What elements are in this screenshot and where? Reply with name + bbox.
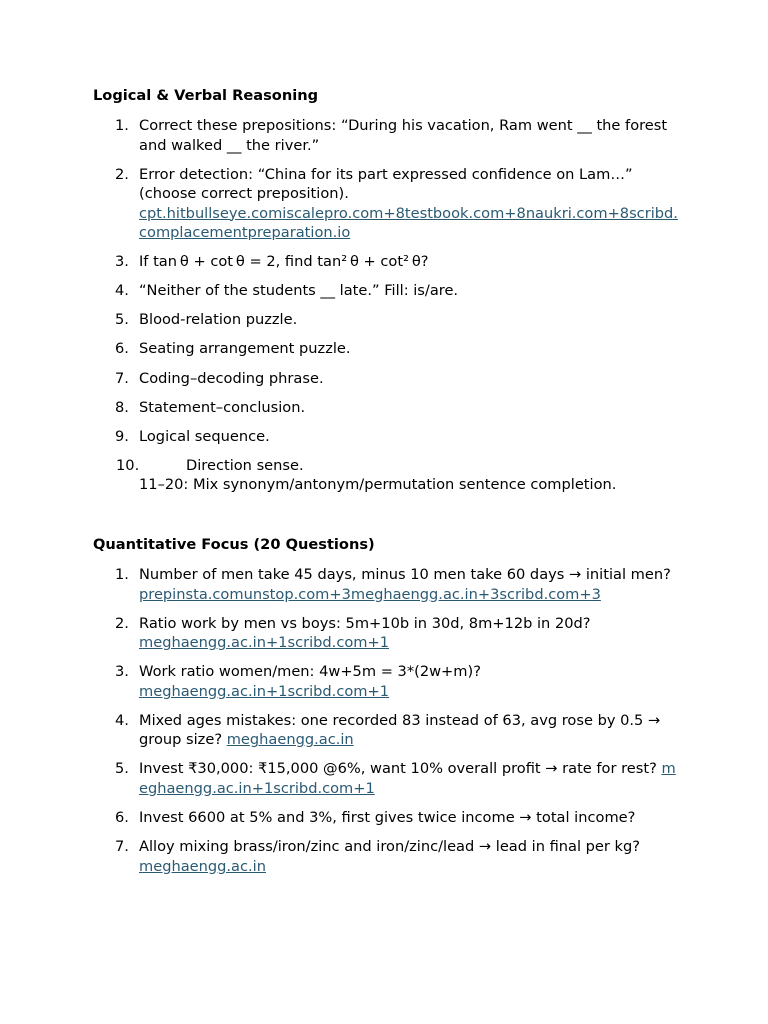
list-item [0,711,679,750]
item-number: 6. [115,340,129,358]
list-item [0,662,679,701]
list-item [0,252,679,272]
list-item [0,310,679,330]
list-item [0,565,679,604]
list-item [0,837,679,876]
source-link[interactable]: meghaengg.ac.in [226,731,354,749]
item-extra-text: 11–20: Mix synonym/antonym/permutation sentence completion. [139,476,617,494]
list-item [0,281,679,301]
item-number: 2. [115,614,129,632]
item-number: 4. [115,282,129,300]
item-text: Alloy mixing brass/iron/zinc and iron/zinc/lead → lead in final per kg? [139,838,641,856]
item-text: Coding–decoding phrase. [139,369,324,387]
item-text: Invest ₹30,000: ₹15,000 @6%, want 10% overall profit → rate for rest? [139,760,657,778]
item-number: 4. [115,711,129,729]
list-item [0,456,679,495]
item-text: Number of men take 45 days, minus 10 men take 60 days → initial men? [139,566,671,583]
item-number: 7. [115,369,129,387]
item-number: 1. [115,566,129,583]
list-item [0,759,679,798]
source-link[interactable]: meghaengg.ac.in+1scribd.com+1 [139,634,389,652]
section-title-logical-verbal: Logical & Verbal Reasoning [93,87,319,104]
source-link[interactable]: cpt.hitbullseye.comiscalepro.com+8testbook.com+8naukri.com+8scribd.complacementpreparation.io [139,204,678,242]
list-item [0,369,679,389]
item-text: Direction sense. [186,456,304,474]
source-link[interactable]: meghaengg.ac.in+1scribd.com+1 [139,682,389,700]
item-number: 7. [115,838,129,856]
item-text: Statement–conclusion. [139,398,306,416]
item-text: Logical sequence. [139,427,270,445]
item-text: If tan θ + cot θ = 2, find tan² θ + cot² θ? [139,253,429,271]
source-link[interactable]: meghaengg.ac.in+1scribd.com+1 [139,760,676,797]
item-number: 3. [115,253,129,271]
item-text: Error detection: “China for its part expressed confidence on Lam…” (choose correct preposition). [139,165,633,203]
item-text: “Neither of the students __ late.” Fill: is/are. [139,282,459,300]
list-item [0,339,679,359]
section-title-quantitative: Quantitative Focus (20 Questions) [93,536,375,553]
item-number: 5. [115,760,129,778]
item-text: Mixed ages mistakes: one recorded 83 instead of 63, avg rose by 0.5 → group size? [139,711,661,749]
item-text: Work ratio women/men: 4w+5m = 3*(2w+m)? [139,663,481,681]
list-item [0,808,679,828]
item-number: 1. [115,117,129,134]
list-item [0,116,679,155]
item-number: 3. [115,663,129,681]
item-number: 9. [115,427,129,445]
list-item [0,398,679,418]
item-number: 6. [115,808,129,826]
source-link[interactable]: meghaengg.ac.in [139,857,266,875]
item-number: 10. [116,456,140,474]
list-item [0,427,679,447]
item-text: Seating arrangement puzzle. [139,340,351,358]
source-link[interactable]: prepinsta.comunstop.com+3meghaengg.ac.in+3scribd.com+3 [139,585,601,603]
item-text: Invest 6600 at 5% and 3%, first gives twice income → total income? [139,808,636,826]
logical-verbal-question-list [0,116,768,504]
item-text: Correct these prepositions: “During his vacation, Ram went __ the forest and walked __ the river.” [139,117,668,154]
list-item [0,165,679,243]
item-text: Ratio work by men vs boys: 5m+10b in 30d, 8m+12b in 20d? [139,614,591,632]
list-item [0,614,679,653]
item-number: 2. [115,165,129,183]
item-number: 5. [115,311,129,329]
item-number: 8. [115,398,129,416]
item-text: Blood-relation puzzle. [139,311,298,329]
quantitative-question-list [0,565,768,886]
